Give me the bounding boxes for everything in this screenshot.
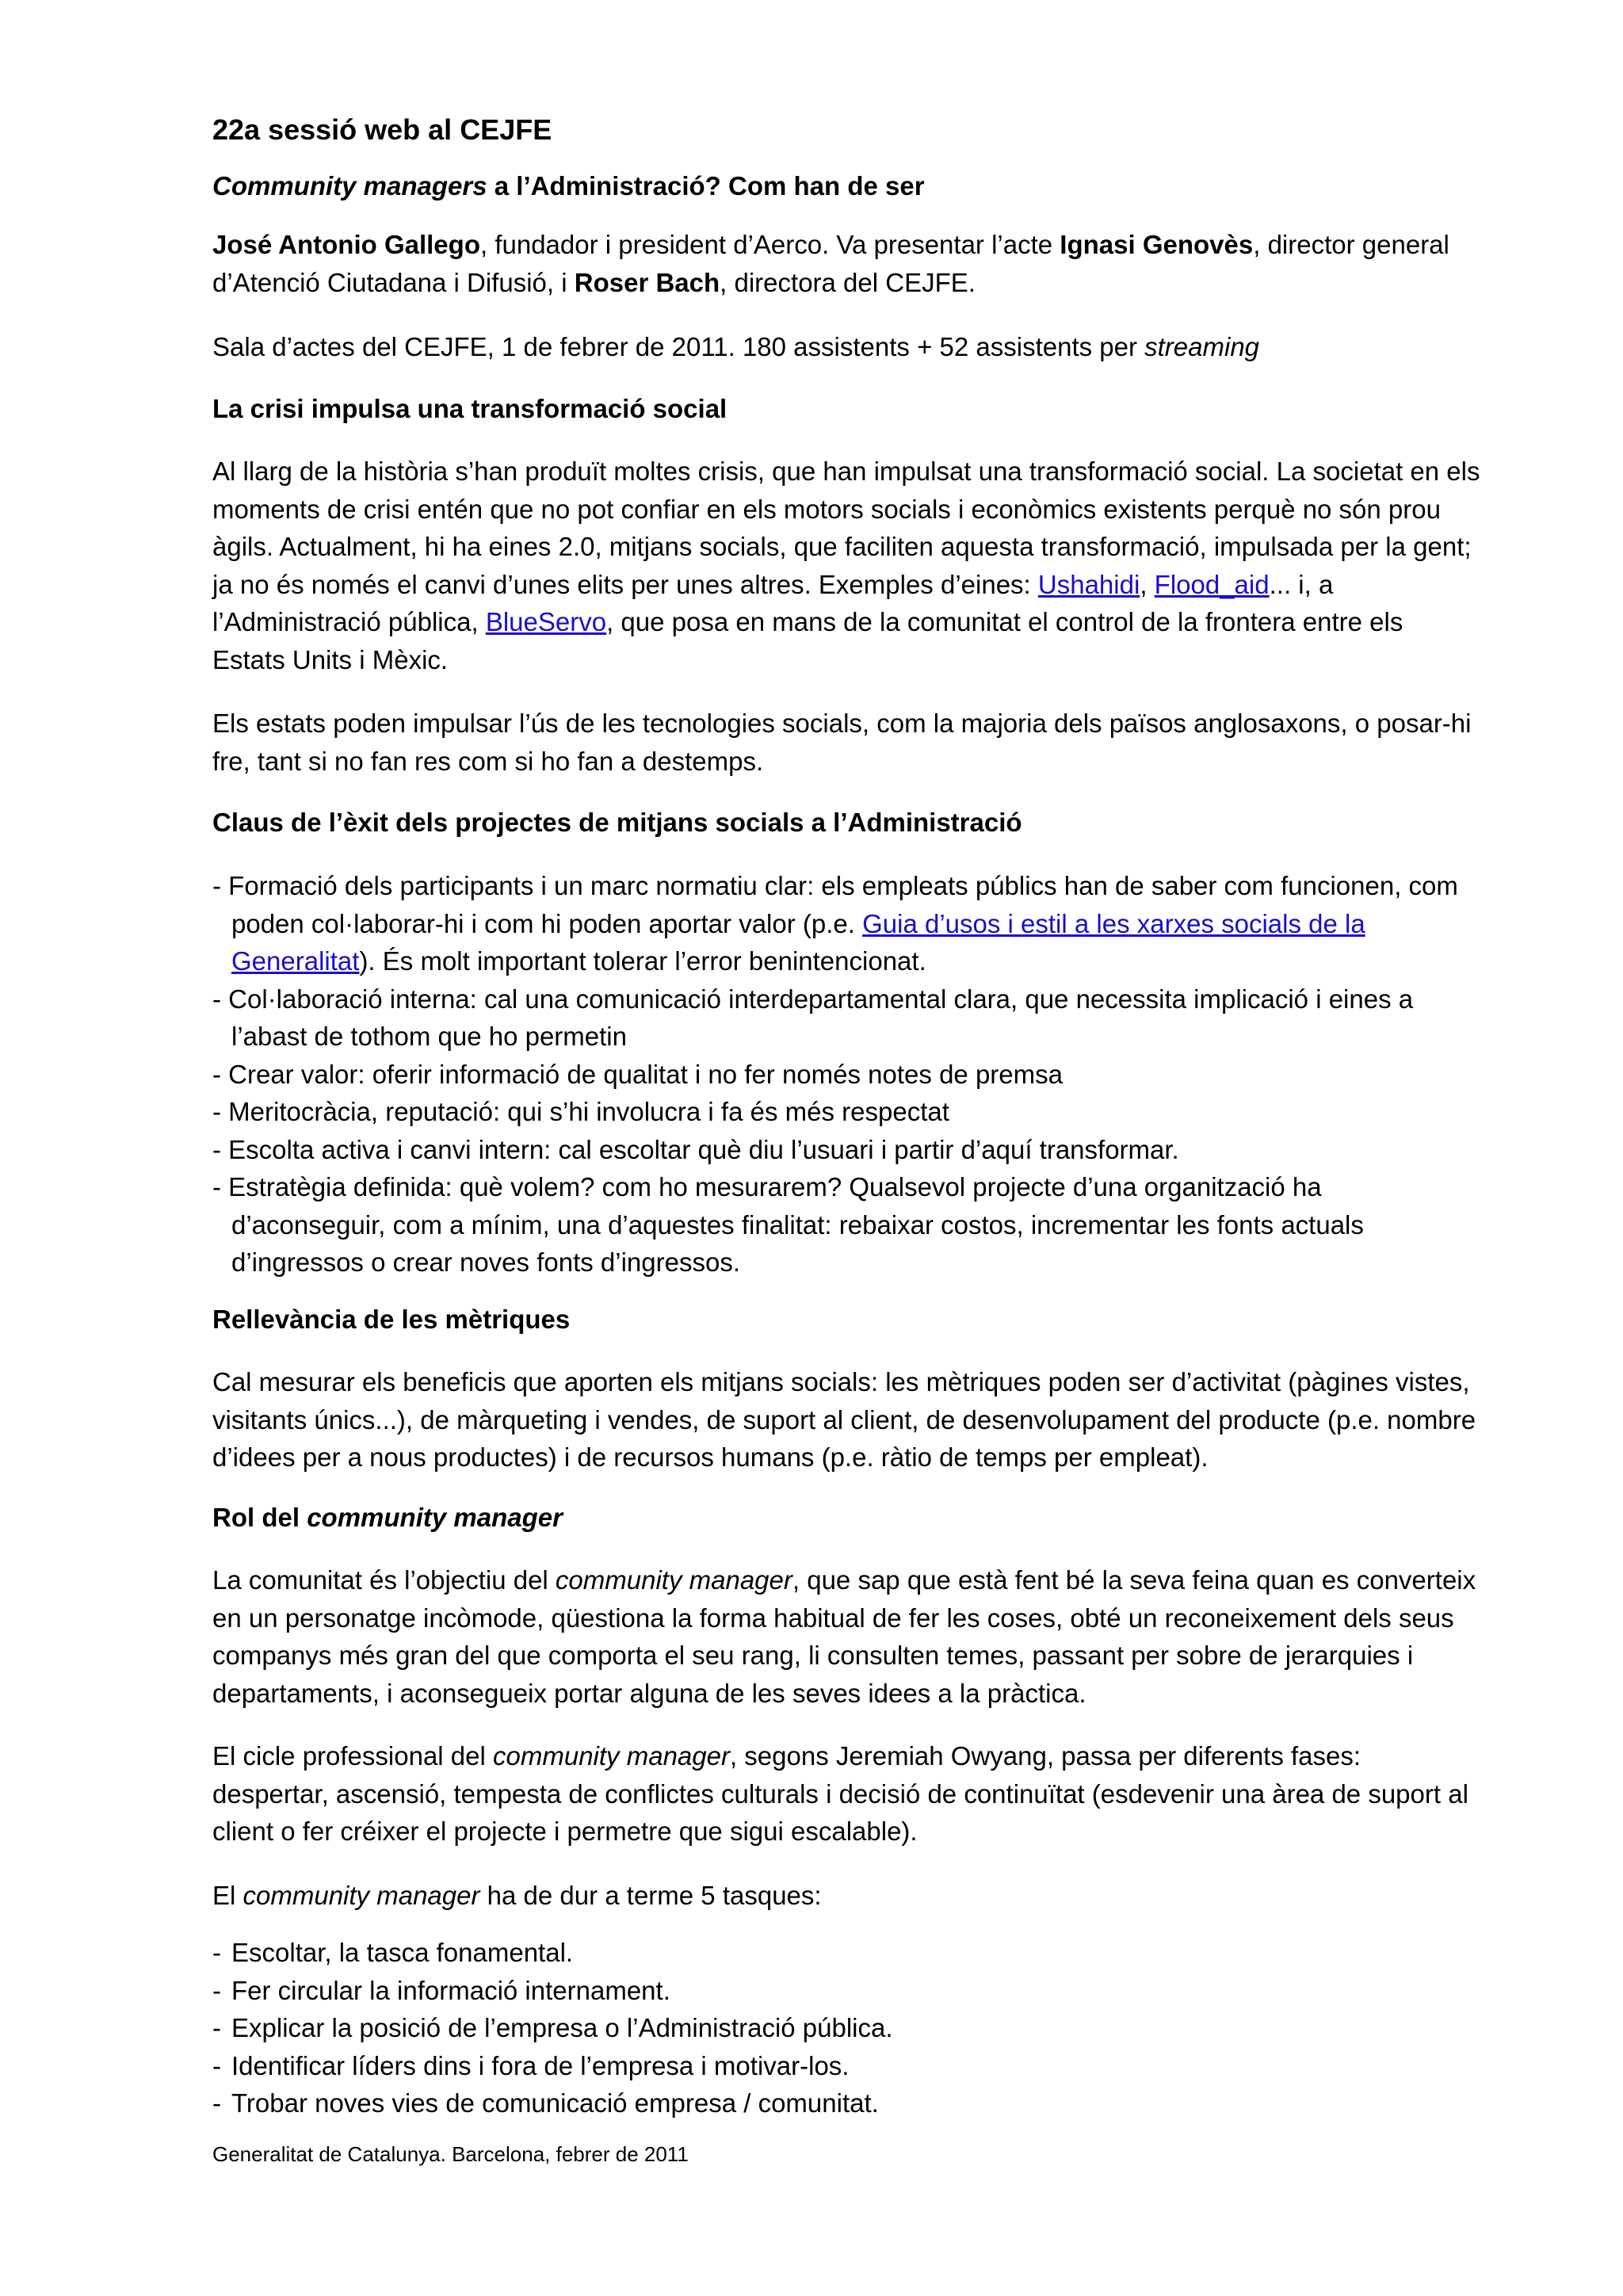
task-item: [212, 1934, 1480, 1972]
task-text: Trobar noves vies de comunicació empresa / comunitat.: [231, 2088, 879, 2118]
list-item: - Meritocràcia, reputació: qui s’hi involucra i fa és més respectat: [212, 1097, 949, 1126]
paragraph-text: La comunitat és l’objectiu del: [212, 1565, 556, 1595]
task-item: [212, 2047, 1480, 2085]
document-title: 22a sessió web al CEJFE: [212, 113, 552, 146]
list-item: - Escolta activa i canvi intern: cal escoltar què diu l’usuari i partir d’aquí transformar.: [212, 1134, 1179, 1164]
task-item: [212, 2084, 1480, 2122]
paragraph-italic: community manager: [493, 1741, 730, 1771]
paragraph-text: El cicle professional del: [212, 1741, 494, 1771]
guide-link[interactable]: Guia d’usos i estil a les xarxes socials de la Generalitat: [231, 908, 1365, 976]
paragraph-text: ,: [1140, 569, 1155, 599]
list-item: - Crear valor: oferir informació de qualitat i no fer només notes de premsa: [212, 1059, 1063, 1089]
subtitle-italic: Community managers: [212, 171, 487, 201]
speaker-name: Roser Bach: [574, 267, 720, 297]
list-item-text: - Formació dels participants i un marc normatiu clar: els empleats públics han de saber com funcionen, com poden col·laborar-hi i com hi poden aportar valor (p.e.: [212, 871, 1458, 938]
section4-paragraph1: [212, 1561, 1480, 1712]
dash-marker: -: [212, 2050, 221, 2080]
section-heading: La crisi impulsa una transformació social: [212, 394, 727, 423]
speakers-text: , director general d’Atenció Ciutadana i Difusió, i: [212, 230, 1449, 297]
paragraph-text: , que sap que està fent bé la seva feina quan es converteix en un personatge incòmode, qüestiona la forma habitual de fer les coses, obté un reconeixement dels seus companys més gran del que comporta el seu rang, li consulten temes, passant per sobre de jerarquies i departaments, i aconsegueix portar alguna de les seves idees a la pràctica.: [212, 1565, 1476, 1708]
dash-marker: -: [212, 2013, 221, 2042]
task-text: Explicar la posició de l’empresa o l’Administració pública.: [231, 2013, 893, 2042]
section4-paragraph2: [212, 1737, 1480, 1851]
flood-aid-link[interactable]: Flood_aid: [1154, 569, 1270, 599]
heading-text: Rol del: [212, 1503, 307, 1532]
section-heading: Claus de l’èxit dels projectes de mitjans socials a l’Administració: [212, 808, 1022, 837]
dash-marker: -: [212, 1975, 221, 2005]
heading-italic: community manager: [307, 1503, 563, 1532]
dash-marker: -: [212, 1938, 221, 1967]
task-item: [212, 2009, 1480, 2047]
paragraph-text: , que posa en mans de la comunitat el control de la frontera entre els Estats Units i Mèxic.: [212, 607, 1403, 674]
paragraph-text: Al llarg de la història s’han produït moltes crisis, que han impulsat una transformació social. La societat en els moments de crisi entén que no pot confiar en els motors socials i econòmics existents perquè no són prou àgils. Actualment, hi ha eines 2.0, mitjans socials, que faciliten aquesta transformació, impulsada per la gent; ja no és només el canvi d’unes elits per unes altres. Exemples d’eines:: [212, 457, 1480, 599]
paragraph-italic: community manager: [242, 1881, 480, 1910]
list-item: - Estratègia definida: què volem? com ho mesurarem? Qualsevol projecte d’una organització ha d’aconseguir, com a mínim, una d’aquestes finalitat: rebaixar costos, incrementar les fonts actuals d’ingressos o crear noves fonts d’ingressos.: [212, 1172, 1364, 1277]
section1-paragraph2: Els estats poden impulsar l’ús de les tecnologies socials, com la majoria dels països anglosaxons, o posar-hi fre, tant si no fan res com si ho fan a destemps.: [212, 709, 1472, 776]
speakers-paragraph: [212, 226, 1480, 301]
success-keys-list: [212, 867, 1480, 1282]
list-item: [212, 867, 1480, 980]
paragraph-text: ... i, a l’Administració pública,: [212, 569, 1334, 636]
speakers-text: , directora del CEJFE.: [720, 267, 976, 297]
section-heading: [212, 1499, 1480, 1536]
section4-paragraph3: [212, 1877, 1480, 1915]
dash-marker: -: [212, 2088, 221, 2118]
venue-paragraph: [212, 328, 1480, 366]
subtitle-rest: a l’Administració? Com han de ser: [487, 171, 925, 201]
page-footer: Generalitat de Catalunya. Barcelona, febrer de 2011: [212, 2142, 689, 2166]
blueservo-link[interactable]: BlueServo: [485, 607, 607, 636]
task-text: Identificar líders dins i fora de l’empresa i motivar-los.: [231, 2050, 850, 2080]
speaker-name: Ignasi Genovès: [1060, 230, 1254, 259]
list-item: - Col·laboració interna: cal una comunicació interdepartamental clara, que necessita implicació i eines a l’abast de tothom que ho permetin: [212, 984, 1414, 1051]
section1-paragraph1: [212, 453, 1480, 678]
document-subtitle: [212, 168, 925, 204]
ushahidi-link[interactable]: Ushahidi: [1037, 569, 1140, 599]
list-item-text: ). És molt important tolerar l’error benintencionat.: [359, 946, 926, 976]
section-heading: Rellevància de les mètriques: [212, 1305, 571, 1334]
task-item: [212, 1972, 1480, 2010]
paragraph-italic: community manager: [555, 1565, 792, 1595]
paragraph-text: El: [212, 1881, 243, 1910]
tasks-list: [212, 1934, 1480, 2122]
venue-italic: streaming: [1144, 332, 1260, 361]
speakers-text: , fundador i president d’Aerco. Va presentar l’acte: [479, 230, 1060, 259]
task-text: Fer circular la informació internament.: [231, 1975, 670, 2005]
speaker-name: José Antonio Gallego: [212, 230, 480, 259]
paragraph-text: , segons Jeremiah Owyang, passa per diferents fases: despertar, ascensió, tempesta de conflictes culturals i decisió de continuïtat (esdevenir una àrea de suport al client o fer créixer el projecte i permetre que sigui escalable).: [212, 1741, 1468, 1846]
venue-text: Sala d’actes del CEJFE, 1 de febrer de 2011. 180 assistents + 52 assistents per: [212, 332, 1145, 361]
task-text: Escoltar, la tasca fonamental.: [231, 1938, 574, 1967]
section3-paragraph1: Cal mesurar els beneficis que aporten els mitjans socials: les mètriques poden ser d’activitat (pàgines vistes, visitants únics...), de màrqueting i vendes, de suport al client, de desenvolupament del producte (p.e. nombre d’idees per a nous productes) i de recursos humans (p.e. ràtio de temps per empleat).: [212, 1367, 1476, 1472]
paragraph-text: ha de dur a terme 5 tasques:: [479, 1881, 822, 1910]
